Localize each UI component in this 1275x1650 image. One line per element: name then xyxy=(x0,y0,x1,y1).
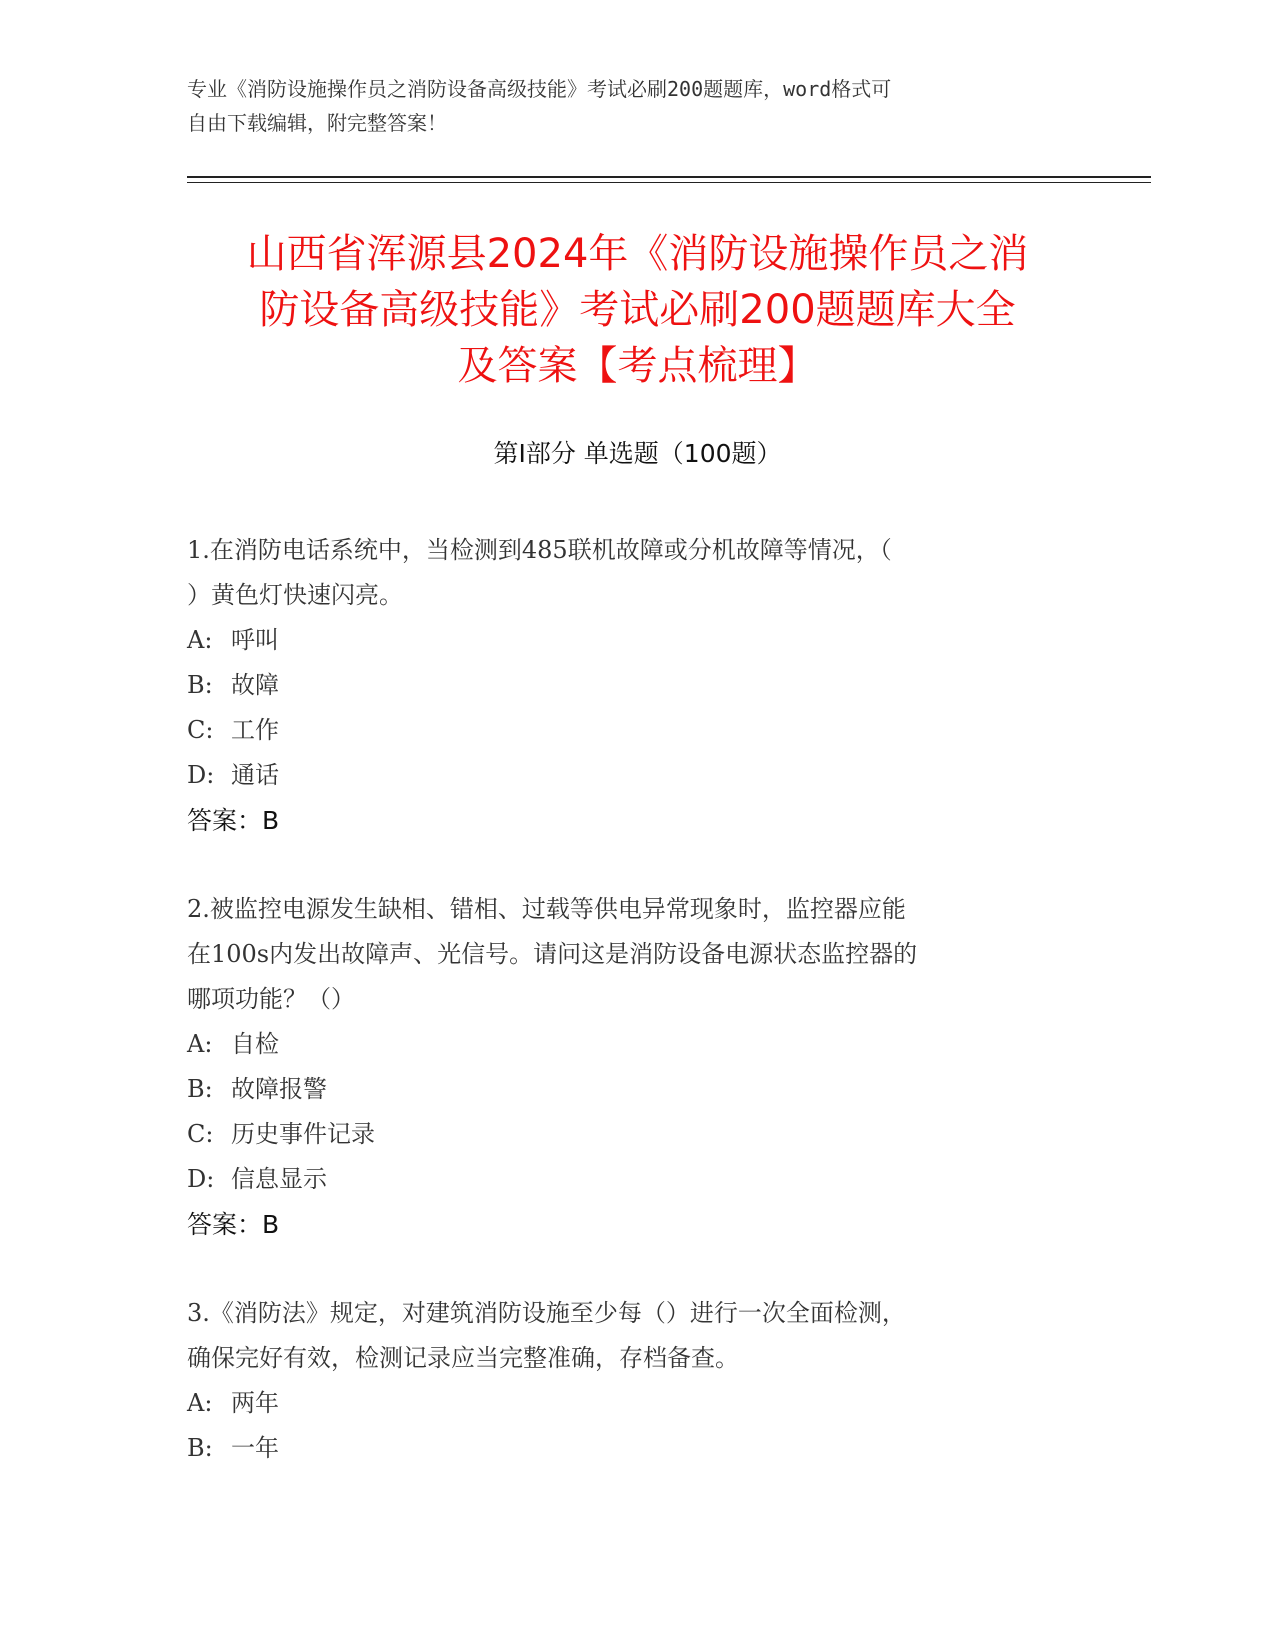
header-note-line: 专业《消防设施操作员之消防设备高级技能》考试必刷200题题库，word格式可 xyxy=(187,77,892,101)
document-title-line: 及答案【考点梳理】 xyxy=(457,343,818,389)
option-text: 工作 xyxy=(231,716,279,744)
option-text: 故障 xyxy=(231,671,279,699)
option-letter: D: xyxy=(187,1165,215,1193)
option-letter: C: xyxy=(187,716,214,744)
question-text: 在100s内发出故障声、光信号。请问这是消防设备电源状态监控器的 xyxy=(187,940,918,968)
option-c xyxy=(187,1112,1087,1157)
option-letter: B: xyxy=(187,1434,213,1462)
document-title xyxy=(150,226,1125,394)
option-text: 一年 xyxy=(231,1434,279,1462)
document-title-line: 山西省浑源县2024年《消防设施操作员之消 xyxy=(246,231,1029,277)
option-b xyxy=(187,663,1087,708)
question-item xyxy=(187,887,1087,1247)
answer-line: 答案：B xyxy=(187,1210,280,1239)
option-c xyxy=(187,708,1087,753)
option-text: 历史事件记录 xyxy=(231,1120,375,1148)
option-letter: B: xyxy=(187,671,213,699)
option-text: 通话 xyxy=(231,761,279,789)
answer-line: 答案：B xyxy=(187,806,280,835)
option-text: 故障报警 xyxy=(231,1075,327,1103)
option-a xyxy=(187,1381,1087,1426)
question-text: 1.在消防电话系统中，当检测到485联机故障或分机故障等情况，（ xyxy=(187,536,892,564)
option-d xyxy=(187,753,1087,798)
header-note xyxy=(187,72,1087,140)
option-letter: B: xyxy=(187,1075,213,1103)
option-letter: D: xyxy=(187,761,215,789)
header-divider-thick xyxy=(187,176,1151,178)
option-text: 呼叫 xyxy=(231,626,279,654)
option-a xyxy=(187,1022,1087,1067)
question-text: 确保完好有效，检测记录应当完整准确，存档备查。 xyxy=(187,1344,739,1372)
question-item xyxy=(187,528,1087,843)
question-text: 哪项功能？（） xyxy=(187,985,355,1013)
question-text: ）黄色灯快速闪亮。 xyxy=(187,581,403,609)
option-text: 信息显示 xyxy=(231,1165,327,1193)
option-text: 自检 xyxy=(231,1030,279,1058)
question-text: 3.《消防法》规定，对建筑消防设施至少每（）进行一次全面检测， xyxy=(187,1299,906,1327)
section-heading: 第Ⅰ部分 单选题（100题） xyxy=(493,439,782,468)
option-letter: A: xyxy=(187,1030,213,1058)
option-letter: A: xyxy=(187,626,213,654)
option-b xyxy=(187,1067,1087,1112)
option-text: 两年 xyxy=(231,1389,279,1417)
option-letter: A: xyxy=(187,1389,213,1417)
option-d xyxy=(187,1157,1087,1202)
header-divider-thin xyxy=(187,182,1151,183)
document-title-line: 防设备高级技能》考试必刷200题题库大全 xyxy=(259,287,1016,333)
header-note-line: 自由下载编辑，附完整答案！ xyxy=(187,111,447,135)
question-text: 2.被监控电源发生缺相、错相、过载等供电异常现象时，监控器应能 xyxy=(187,895,906,923)
option-letter: C: xyxy=(187,1120,214,1148)
option-b xyxy=(187,1426,1087,1471)
option-a xyxy=(187,618,1087,663)
question-item xyxy=(187,1291,1087,1471)
question-list xyxy=(187,528,1087,1515)
